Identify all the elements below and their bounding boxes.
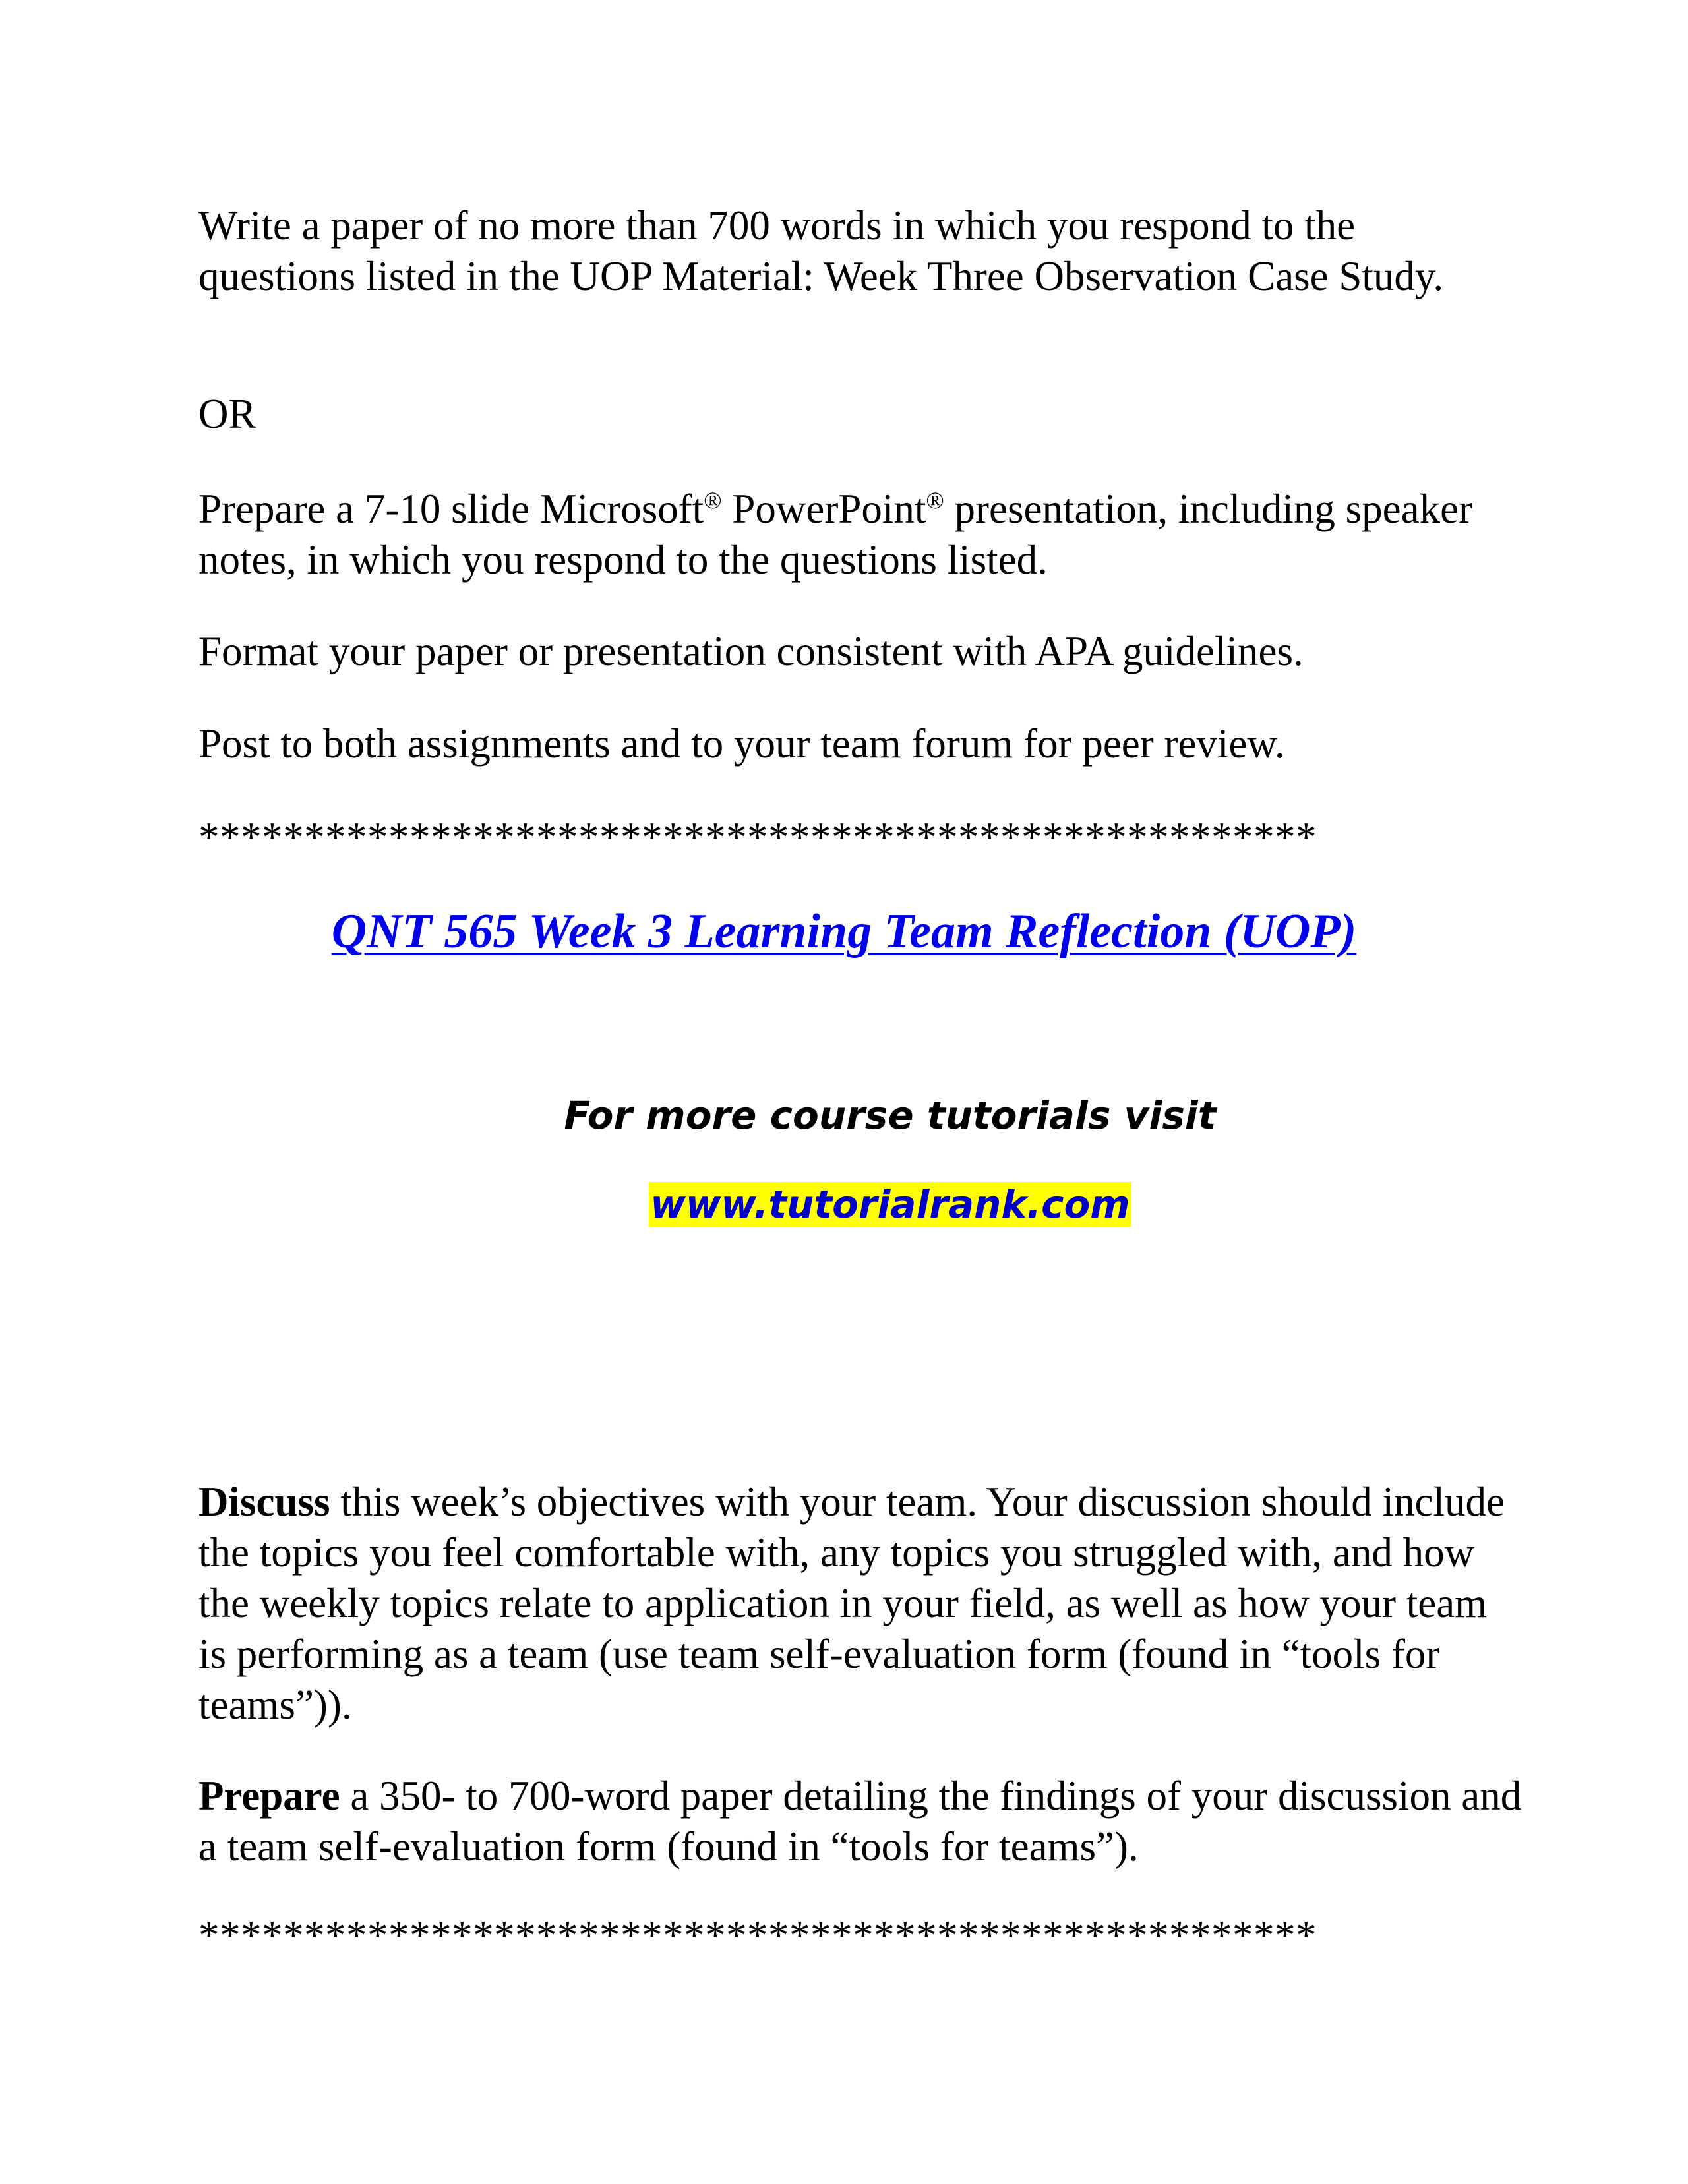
separator-stars: *****************************************************: [198, 1912, 1317, 1959]
intro-paragraph: [198, 200, 1517, 302]
prepare-text-part-2: PowerPoint: [721, 486, 926, 532]
prepare-paper-paragraph: [198, 1771, 1524, 1872]
registered-mark: ®: [926, 487, 944, 514]
prepare-presentation-paragraph: [198, 484, 1517, 585]
post-paragraph: [198, 719, 1517, 769]
format-paragraph: [198, 626, 1517, 677]
prepare-text-part-1: Prepare a 7-10 slide Microsoft: [198, 486, 704, 532]
discuss-body: this week’s objectives with your team. Your discussion should include the topics you feel comfortable with, any topics you struggled with, and how the weekly topics relate to application in your field, as well as how your team is performing as a team (use team self-evaluation form (found in “tools for teams”)).: [198, 1479, 1505, 1728]
separator-stars: *****************************************************: [198, 814, 1317, 860]
tutorial-url-link[interactable]: www.tutorialrank.com: [650, 1182, 1130, 1227]
intro-paragraph-text: Write a paper of no more than 700 words in which you respond to the questions listed in the UOP Material: Week Three Observation Case Study.: [198, 202, 1444, 299]
tutorial-url-line: [0, 1179, 1688, 1229]
prepare-lead: Prepare: [198, 1773, 340, 1819]
post-text: Post to both assignments and to your team forum for peer review.: [198, 721, 1285, 767]
format-text: Format your paper or presentation consistent with APA guidelines.: [198, 628, 1304, 674]
prepare-body: a 350- to 700-word paper detailing the findings of your discussion and a team self-evaluation form (found in “tools for teams”).: [198, 1773, 1522, 1870]
prepare-text-part-3: presentation, including speaker notes, in which you respond to the questions listed.: [198, 486, 1473, 583]
registered-mark: ®: [704, 487, 722, 514]
or-text: [198, 389, 1517, 440]
discuss-lead: Discuss: [198, 1479, 330, 1525]
or-label: OR: [198, 391, 256, 437]
course-title-link[interactable]: QNT 565 Week 3 Learning Team Reflection (UOP): [331, 904, 1357, 959]
discuss-paragraph: [198, 1477, 1524, 1730]
more-tutorials-text: For more course tutorials visit: [564, 1093, 1217, 1138]
